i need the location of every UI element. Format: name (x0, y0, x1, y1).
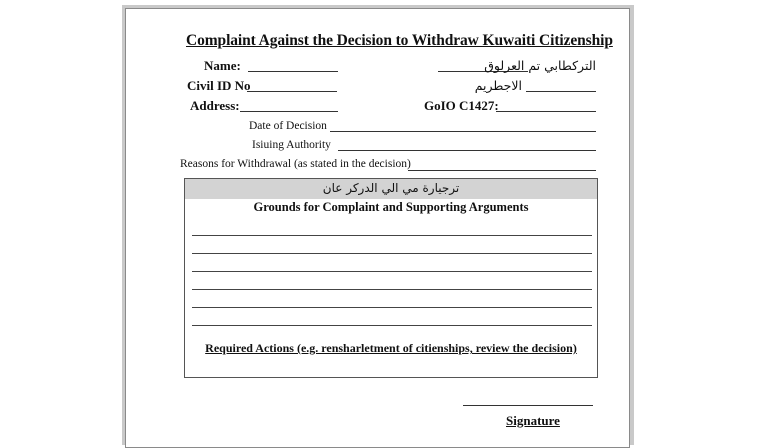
required-actions-label: Required Actions (e.g. rensharletment of citienships, review the decision) (205, 341, 577, 355)
grounds-line[interactable] (192, 289, 592, 290)
grounds-title: Grounds for Complaint and Supporting Arguments (253, 200, 529, 214)
grounds-line[interactable] (192, 253, 592, 254)
issuing-authority-label: Isiuing Authority (252, 139, 331, 151)
goio-label: GoIO C1427: (424, 98, 499, 113)
grounds-line[interactable] (192, 307, 592, 308)
issuing-authority-field[interactable] (338, 150, 596, 151)
grounds-box (184, 178, 598, 378)
civil-id-label: Civil ID No (187, 78, 251, 93)
grounds-arabic-heading: ترجيارة مي الي الدركر عان (322, 181, 460, 195)
date-of-decision-field[interactable] (330, 131, 596, 132)
address-field[interactable] (240, 111, 338, 112)
arabic-id-label: الاجطريم (474, 78, 522, 93)
signature-label: Signature (506, 413, 560, 428)
reasons-field[interactable] (408, 170, 596, 171)
name-label: Name: (204, 58, 241, 73)
date-of-decision-label: Date of Decision (249, 120, 327, 132)
arabic-name-label: التركطابي تم العرلوق (484, 58, 596, 73)
grounds-line[interactable] (192, 271, 592, 272)
grounds-line[interactable] (192, 235, 592, 236)
civil-id-field[interactable] (247, 91, 337, 92)
reasons-label: Reasons for Withdrawal (as stated in the decision) (180, 158, 411, 170)
grounds-line[interactable] (192, 325, 592, 326)
form-title: Complaint Against the Decision to Withdraw Kuwaiti Citizenship (186, 32, 613, 49)
goio-field[interactable] (496, 111, 596, 112)
address-label: Address: (190, 98, 240, 113)
signature-line[interactable] (463, 405, 593, 406)
name-field[interactable] (248, 71, 338, 72)
arabic-id-field[interactable] (526, 91, 596, 92)
